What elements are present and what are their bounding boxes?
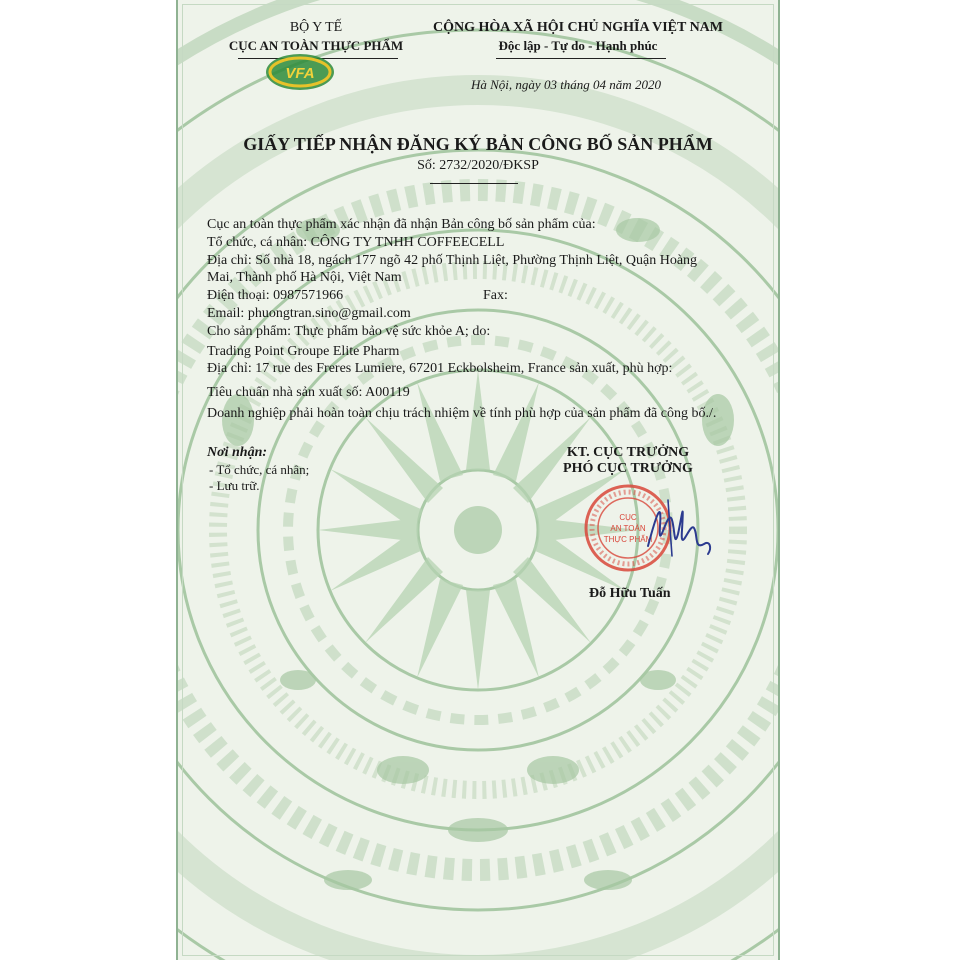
- vfa-logo: [264, 52, 336, 92]
- email-line: Email: phuongtran.sino@gmail.com: [207, 306, 411, 321]
- manufacturer-line: Trading Point Groupe Elite Pharm: [207, 344, 400, 359]
- recipients-label: Nơi nhận:: [207, 445, 268, 460]
- handwritten-signature: [638, 486, 718, 566]
- motto-underline: [496, 58, 666, 59]
- address-line-1: Địa chỉ: Số nhà 18, ngách 177 ngõ 42 phố Thịnh Liệt, Phường Thịnh Liệt, Quận Hoàng: [207, 253, 698, 268]
- national-motto: Độc lập - Tự do - Hạnh phúc: [498, 38, 658, 53]
- place-date: Hà Nội, ngày 03 tháng 04 năm 2020: [471, 77, 661, 92]
- recipient-item: - Tổ chức, cá nhân;: [209, 462, 310, 477]
- product-line: Cho sản phẩm: Thực phẩm bảo vệ sức khỏe A; do:: [207, 324, 491, 339]
- svg-text:THỰC PHẨM: THỰC PHẨM: [603, 535, 653, 544]
- svg-text:AN TOÀN: AN TOÀN: [610, 524, 646, 533]
- republic-name: CỘNG HÒA XÃ HỘI CHỦ NGHĨA VIỆT NAM: [432, 20, 723, 35]
- responsibility-line: Doanh nghiệp phải hoàn toàn chịu trách nhiệm về tính phù hợp của sản phẩm đã công bố./.: [207, 406, 717, 421]
- manufacturer-address: Địa chỉ: 17 rue des Freres Lumiere, 67201 Eckbolsheim, France sản xuất, phù hợp:: [207, 361, 673, 376]
- signature-title-2: PHÓ CỤC TRƯỞNG: [563, 461, 693, 476]
- organization-line: Tổ chức, cá nhân: CÔNG TY TNHH COFFEECELL: [207, 235, 505, 250]
- standard-line: Tiêu chuẩn nhà sản xuất số: A00119: [207, 385, 410, 400]
- fax-line: Fax:: [483, 288, 508, 303]
- intro-text: Cục an toàn thực phẩm xác nhận đã nhận Bản công bố sản phẩm của:: [207, 217, 596, 232]
- signer-name: Đỗ Hữu Tuấn: [589, 586, 671, 601]
- agency-name: CỤC AN TOÀN THỰC PHẨM: [228, 38, 404, 53]
- svg-text:CỤC: CỤC: [619, 513, 637, 522]
- ministry-name: BỘ Y TẾ: [289, 20, 343, 35]
- phone-line: Điện thoại: 0987571966: [207, 288, 344, 303]
- address-line-2: Mai, Thành phố Hà Nội, Việt Nam: [207, 270, 402, 285]
- registration-number: Số: 2732/2020/ĐKSP: [417, 158, 539, 173]
- certificate-sheet: [176, 0, 780, 960]
- signature-title-1: KT. CỤC TRƯỞNG: [566, 445, 690, 460]
- vfa-logo-text: VFA: [285, 65, 315, 82]
- recipient-item: - Lưu trữ.: [209, 478, 260, 493]
- document-title: GIẤY TIẾP NHẬN ĐĂNG KÝ BẢN CÔNG BỐ SẢN PHẨM: [243, 134, 713, 154]
- title-underline: [430, 183, 518, 184]
